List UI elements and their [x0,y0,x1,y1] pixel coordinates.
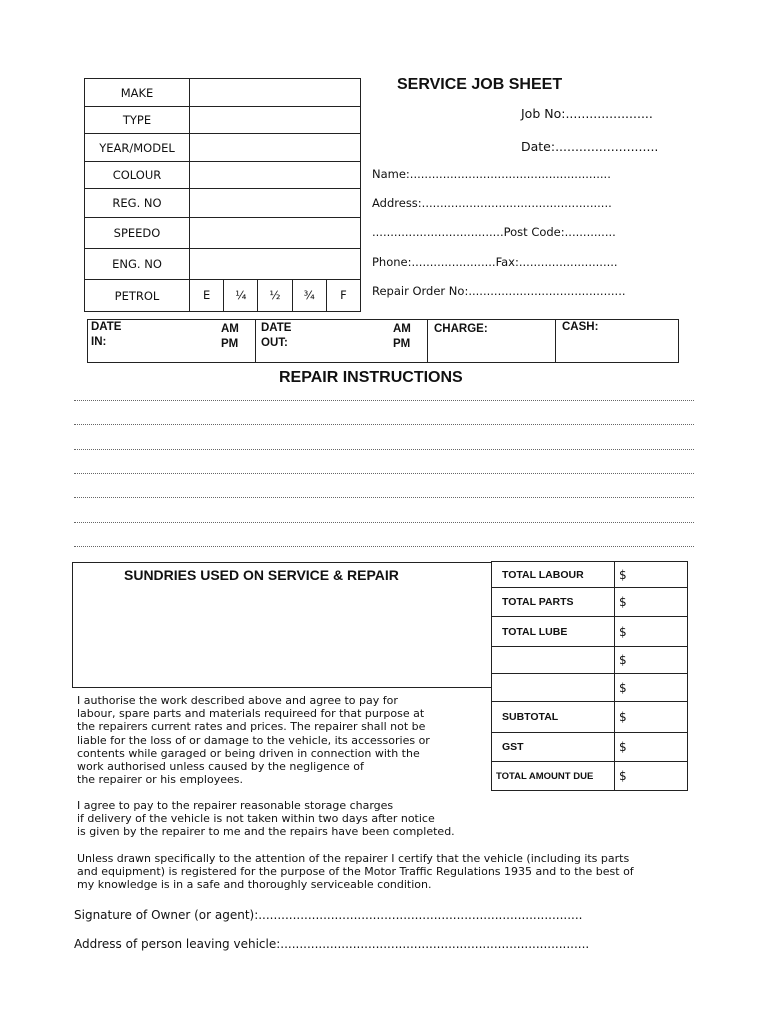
type-field[interactable] [190,107,361,134]
post-code-field[interactable]: ....................................Post Code:.............. [372,225,616,239]
petrol-empty-option[interactable]: E [202,288,211,302]
owner-signature-field[interactable]: Signature of Owner (or agent):..................................................................................... [74,908,583,922]
extra-total-amount[interactable]: $ [615,647,688,674]
extra-total-label[interactable] [492,674,615,702]
year-model-field[interactable] [190,134,361,162]
vehicle-details-table [84,78,361,312]
date-out-sub-label: OUT: [261,337,288,349]
date-out-am-label[interactable]: AM [393,323,411,335]
storage-charges-paragraph: I agree to pay to the repairer reasonable storage charges if delivery of the vehicle is not taken within two days after notice is given by the repairer to me and the repairs have been completed. [77,799,455,839]
date-in-cell[interactable] [88,320,255,362]
date-charge-row [87,319,679,363]
total-parts-amount[interactable]: $ [615,588,688,617]
petrol-three-quarter-option[interactable]: ¾ [292,280,326,311]
petrol-quarter-option[interactable]: ¼ [223,280,257,311]
petrol-gauge [190,280,361,312]
colour-label: COLOUR [85,162,190,189]
subtotal-amount[interactable]: $ [615,702,688,733]
extra-total-amount[interactable]: $ [615,674,688,702]
date-out-label: DATE [261,322,292,334]
petrol-full-option[interactable]: F [326,280,360,311]
registration-certification-paragraph: Unless drawn specifically to the attention of the repairer I certify that the vehicle (including its parts and equipment) is registered for the purpose of the Motor Traffic Regulations 1935 and to the best of my knowledge is in a safe and thoroughly serviceable condition. [77,852,634,892]
page-title: SERVICE JOB SHEET [397,76,563,93]
cash-label: CASH: [562,321,599,333]
repair-line[interactable] [74,546,694,547]
petrol-label: PETROL [85,280,190,312]
reg-no-label: REG. NO [85,189,190,218]
total-amount-due-amount[interactable]: $ [615,762,688,791]
total-labour-amount[interactable]: $ [615,562,688,588]
repair-line[interactable] [74,400,694,401]
total-lube-label: TOTAL LUBE [492,617,615,647]
phone-fax-field[interactable]: Phone:.......................Fax:........................... [372,255,618,269]
repair-instructions-title: REPAIR INSTRUCTIONS [279,369,463,386]
totals-table [491,561,688,791]
make-field[interactable] [190,79,361,107]
make-label: MAKE [85,79,190,107]
date-out-pm-label[interactable]: PM [393,338,411,350]
sundries-box[interactable] [72,562,492,688]
repair-order-field[interactable]: Repair Order No:........................................... [372,284,626,298]
authorisation-paragraph: I authorise the work described above and agree to pay for labour, spare parts and materials requireed for that purpose at the repairers current rates and prices. The repairer shall not be liable for the loss of or damage to the vehicle, its accessories or contents while garaged or being driven in connection with the work authorised unless caused by the negligence of the repairer or his employees. [77,694,430,787]
gst-label: GST [492,733,615,762]
cash-cell[interactable] [555,320,678,362]
date-field[interactable]: Date:.......................... [521,139,659,154]
total-labour-label: TOTAL LABOUR [492,562,615,588]
repair-line[interactable] [74,449,694,450]
speedo-label: SPEEDO [85,218,190,249]
job-no-field[interactable]: Job No:...................... [521,106,653,121]
repair-line[interactable] [74,473,694,474]
leaving-person-address-field[interactable]: Address of person leaving vehicle:................................................................................. [74,937,590,951]
date-out-cell[interactable] [255,320,427,362]
total-lube-amount[interactable]: $ [615,617,688,647]
speedo-field[interactable] [190,218,361,249]
sundries-title: SUNDRIES USED ON SERVICE & REPAIR [124,567,399,583]
date-in-label: DATE [91,321,122,333]
year-model-label: YEAR/MODEL [85,134,190,162]
reg-no-field[interactable] [190,189,361,218]
date-in-pm-label[interactable]: PM [221,338,239,350]
total-parts-label: TOTAL PARTS [492,588,615,617]
repair-line[interactable] [74,424,694,425]
repair-line[interactable] [74,497,694,498]
address-field[interactable]: Address:.................................................... [372,196,612,210]
eng-no-label: ENG. NO [85,249,190,280]
repair-line[interactable] [74,522,694,523]
petrol-half-option[interactable]: ½ [257,280,291,311]
date-in-am-label[interactable]: AM [221,323,239,335]
type-label: TYPE [85,107,190,134]
date-in-sub-label: IN: [91,336,107,348]
total-amount-due-label: TOTAL AMOUNT DUE [492,762,615,791]
gst-amount[interactable]: $ [615,733,688,762]
charge-label: CHARGE: [434,323,488,335]
extra-total-label[interactable] [492,647,615,674]
subtotal-label: SUBTOTAL [492,702,615,733]
colour-field[interactable] [190,162,361,189]
name-field[interactable]: Name:....................................................... [372,167,611,181]
charge-cell[interactable] [427,320,555,362]
eng-no-field[interactable] [190,249,361,280]
